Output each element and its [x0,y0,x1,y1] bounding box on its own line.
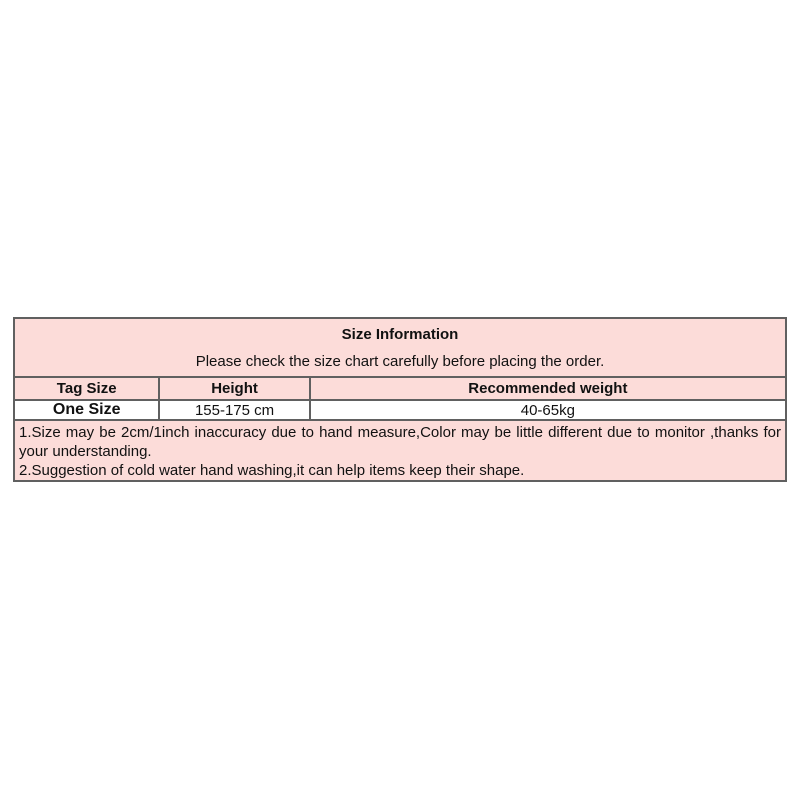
cell-tag-size: One Size [14,400,159,420]
note-washing-suggestion: 2.Suggestion of cold water hand washing,it can help items keep their shape. [19,462,525,479]
table-title: Size Information [341,325,459,343]
size-information-table [13,317,787,482]
table-subtitle: Please check the size chart carefully before placing the order. [195,352,605,370]
note-measure-disclaimer: 1.Size may be 2cm/1inch inaccuracy due to hand measure,Color may be little different due to monitor ,thanks for your understanding. [19,424,781,460]
cell-height: 155-175 cm [159,400,309,420]
notes-cell [14,420,786,481]
column-header-row [14,377,786,400]
column-header-tag-size: Tag Size [14,377,159,400]
cell-recommended-weight: 40-65kg [310,400,786,420]
table-row [14,400,786,420]
title-cell [14,318,786,377]
notes-row [14,420,786,481]
column-header-height: Height [159,377,309,400]
title-row [14,318,786,377]
column-header-recommended-weight: Recommended weight [310,377,786,400]
